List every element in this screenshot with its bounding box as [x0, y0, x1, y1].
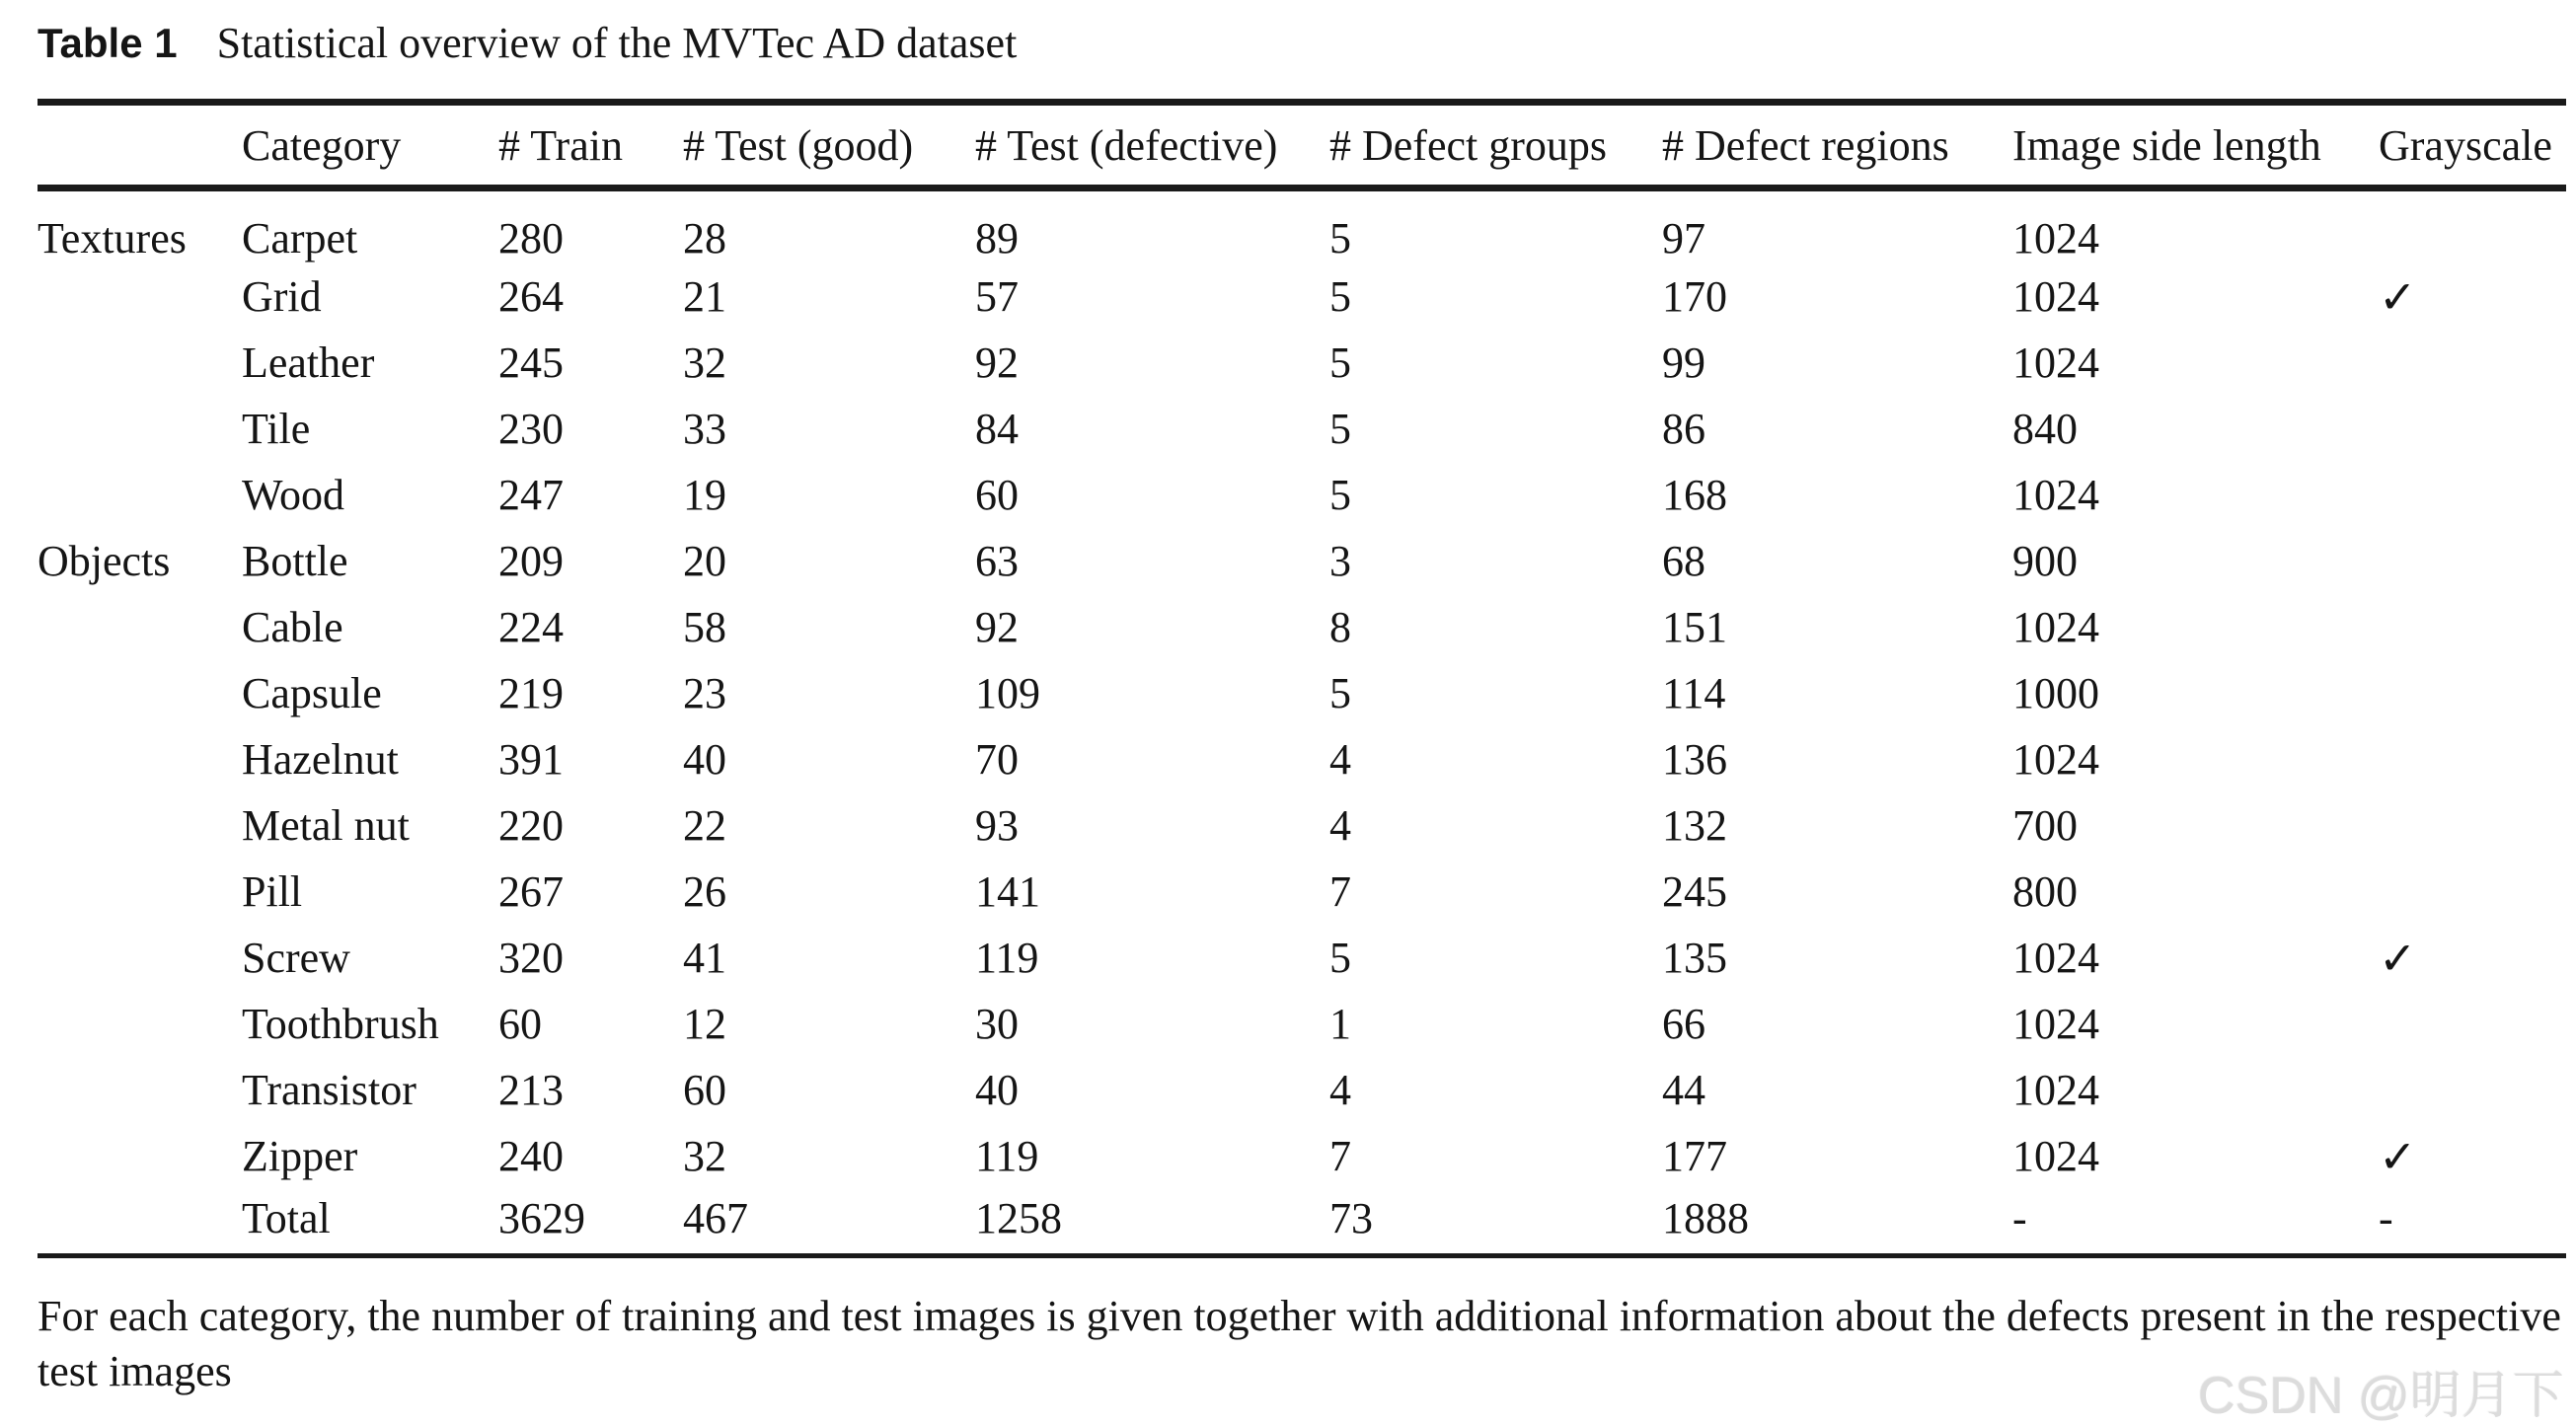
- test-good-cell: 58: [683, 603, 726, 651]
- side-length-cell: 1024: [2012, 735, 2099, 784]
- test-defective-cell: 93: [975, 801, 1019, 850]
- side-length-cell: 1024: [2012, 603, 2099, 651]
- test-defective-cell: 119: [975, 934, 1039, 982]
- grayscale-cell: [2379, 859, 2566, 925]
- column-header-group: [38, 103, 242, 188]
- defect-regions-cell: 86: [1662, 405, 1705, 453]
- test-good-cell: 26: [683, 867, 726, 916]
- train-cell: 60: [498, 1000, 542, 1048]
- defect-regions-cell: 245: [1662, 867, 1727, 916]
- column-header-side-length: Image side length: [2012, 103, 2379, 188]
- test-defective-cell: 92: [975, 338, 1019, 387]
- train-cell: 280: [498, 214, 564, 263]
- test-good-cell: 23: [683, 669, 726, 717]
- train-cell: 247: [498, 471, 564, 519]
- category-cell: Total: [242, 1193, 331, 1242]
- defect-groups-cell: 5: [1329, 471, 1351, 519]
- test-defective-cell: 84: [975, 405, 1019, 453]
- table-row-zipper: [38, 1123, 2566, 1189]
- table-row-tile: [38, 396, 2566, 462]
- group-label: [38, 859, 242, 925]
- column-header-category: Category: [242, 103, 498, 188]
- grayscale-cell: [2379, 594, 2566, 660]
- csdn-watermark: CSDN @明月下: [2198, 1368, 2564, 1425]
- defect-regions-cell: 136: [1662, 735, 1727, 784]
- defect-groups-cell: 4: [1329, 1066, 1351, 1114]
- category-cell: Grid: [242, 272, 322, 321]
- side-length-cell: 1024: [2012, 934, 2099, 982]
- table-row-pill: [38, 859, 2566, 925]
- test-defective-cell: 30: [975, 1000, 1019, 1048]
- grayscale-cell: -: [2379, 1193, 2393, 1242]
- side-length-cell: 1024: [2012, 1000, 2099, 1048]
- defect-regions-cell: 177: [1662, 1132, 1727, 1180]
- train-cell: 267: [498, 867, 564, 916]
- test-good-cell: 33: [683, 405, 726, 453]
- group-label: [38, 263, 242, 330]
- side-length-cell: 800: [2012, 867, 2078, 916]
- test-good-cell: 12: [683, 1000, 726, 1048]
- defect-groups-cell: 5: [1329, 405, 1351, 453]
- defect-groups-cell: 5: [1329, 338, 1351, 387]
- train-cell: 391: [498, 735, 564, 784]
- table-row-bottle: [38, 528, 2566, 594]
- group-label: [38, 792, 242, 859]
- train-cell: 264: [498, 272, 564, 321]
- train-cell: 219: [498, 669, 564, 717]
- group-label: [38, 991, 242, 1057]
- mvtec-statistics-table: [38, 99, 2566, 1258]
- grayscale-cell: [2379, 991, 2566, 1057]
- test-good-cell: 40: [683, 735, 726, 784]
- category-cell: Pill: [242, 867, 303, 916]
- defect-groups-cell: 5: [1329, 214, 1351, 263]
- table-row-carpet: [38, 188, 2566, 264]
- side-length-cell: 1024: [2012, 1066, 2099, 1114]
- category-cell: Capsule: [242, 669, 382, 717]
- side-length-cell: 1000: [2012, 669, 2099, 717]
- train-cell: 213: [498, 1066, 564, 1114]
- defect-regions-cell: 151: [1662, 603, 1727, 651]
- column-header-train: # Train: [498, 103, 683, 188]
- group-label: [38, 594, 242, 660]
- group-label: [38, 1123, 242, 1189]
- table-row-cable: [38, 594, 2566, 660]
- table-footnote: For each category, the number of training and test images is given together with additional information about the defects present in the respective test images: [38, 1292, 2561, 1395]
- side-length-cell: 1024: [2012, 272, 2099, 321]
- defect-groups-cell: 4: [1329, 735, 1351, 784]
- category-cell: Cable: [242, 603, 343, 651]
- column-header-test-defective: # Test (defective): [975, 103, 1329, 188]
- train-cell: 224: [498, 603, 564, 651]
- table-row-hazelnut: [38, 726, 2566, 792]
- defect-regions-cell: 44: [1662, 1066, 1705, 1114]
- group-label: [38, 925, 242, 991]
- test-good-cell: 19: [683, 471, 726, 519]
- side-length-cell: 840: [2012, 405, 2078, 453]
- defect-regions-cell: 132: [1662, 801, 1727, 850]
- category-cell: Leather: [242, 338, 375, 387]
- table-row-screw: [38, 925, 2566, 991]
- grayscale-cell: [2379, 1057, 2566, 1123]
- train-cell: 209: [498, 537, 564, 585]
- table-row-capsule: [38, 660, 2566, 726]
- test-defective-cell: 57: [975, 272, 1019, 321]
- test-good-cell: 467: [683, 1193, 748, 1242]
- side-length-cell: 1024: [2012, 471, 2099, 519]
- defect-regions-cell: 97: [1662, 214, 1705, 263]
- side-length-cell: 900: [2012, 537, 2078, 585]
- table-row-grid: [38, 263, 2566, 330]
- grayscale-checkmark: ✓: [2379, 1131, 2417, 1182]
- category-cell: Screw: [242, 934, 350, 982]
- side-length-cell: 700: [2012, 801, 2078, 850]
- defect-groups-cell: 7: [1329, 867, 1351, 916]
- table-title: [38, 18, 1017, 68]
- test-defective-cell: 40: [975, 1066, 1019, 1114]
- test-defective-cell: 141: [975, 867, 1040, 916]
- test-good-cell: 21: [683, 272, 726, 321]
- category-cell: Tile: [242, 405, 311, 453]
- train-cell: 3629: [498, 1193, 585, 1242]
- test-defective-cell: 63: [975, 537, 1019, 585]
- category-cell: Carpet: [242, 214, 358, 263]
- train-cell: 245: [498, 338, 564, 387]
- test-defective-cell: 70: [975, 735, 1019, 784]
- table-row-total: [38, 1189, 2566, 1255]
- grayscale-cell: [2379, 528, 2566, 594]
- table-caption: Statistical overview of the MVTec AD dataset: [216, 19, 1018, 67]
- test-good-cell: 20: [683, 537, 726, 585]
- group-label: [38, 1057, 242, 1123]
- group-label: [38, 396, 242, 462]
- grayscale-cell: [2379, 792, 2566, 859]
- defect-regions-cell: 66: [1662, 1000, 1705, 1048]
- defect-regions-cell: 135: [1662, 934, 1727, 982]
- test-defective-cell: 119: [975, 1132, 1039, 1180]
- defect-groups-cell: 73: [1329, 1193, 1373, 1242]
- test-good-cell: 60: [683, 1066, 726, 1114]
- side-length-cell: -: [2012, 1193, 2027, 1242]
- grayscale-cell: [2379, 462, 2566, 528]
- side-length-cell: 1024: [2012, 214, 2099, 263]
- test-good-cell: 41: [683, 934, 726, 982]
- group-label: [38, 330, 242, 396]
- train-cell: 240: [498, 1132, 564, 1180]
- table-row-leather: [38, 330, 2566, 396]
- category-cell: Toothbrush: [242, 1000, 439, 1048]
- group-label: [38, 1189, 242, 1255]
- category-cell: Bottle: [242, 537, 348, 585]
- defect-groups-cell: 5: [1329, 669, 1351, 717]
- defect-regions-cell: 168: [1662, 471, 1727, 519]
- test-defective-cell: 60: [975, 471, 1019, 519]
- side-length-cell: 1024: [2012, 338, 2099, 387]
- grayscale-cell: [2379, 330, 2566, 396]
- defect-groups-cell: 7: [1329, 1132, 1351, 1180]
- category-cell: Transistor: [242, 1066, 417, 1114]
- defect-regions-cell: 114: [1662, 669, 1726, 717]
- grayscale-cell: [2379, 396, 2566, 462]
- category-cell: Metal nut: [242, 801, 410, 850]
- test-good-cell: 28: [683, 214, 726, 263]
- defect-regions-cell: 99: [1662, 338, 1705, 387]
- train-cell: 320: [498, 934, 564, 982]
- test-good-cell: 32: [683, 338, 726, 387]
- group-label: Objects: [38, 537, 171, 585]
- defect-regions-cell: 170: [1662, 272, 1727, 321]
- table-row-transistor: [38, 1057, 2566, 1123]
- category-cell: Wood: [242, 471, 345, 519]
- test-defective-cell: 92: [975, 603, 1019, 651]
- header-row: [38, 103, 2566, 188]
- column-header-test-good: # Test (good): [683, 103, 975, 188]
- test-good-cell: 22: [683, 801, 726, 850]
- grayscale-cell: [2379, 188, 2566, 264]
- group-label: [38, 462, 242, 528]
- defect-regions-cell: 68: [1662, 537, 1705, 585]
- grayscale-checkmark: ✓: [2379, 271, 2417, 323]
- group-label: [38, 660, 242, 726]
- side-length-cell: 1024: [2012, 1132, 2099, 1180]
- column-header-defect-groups: # Defect groups: [1329, 103, 1662, 188]
- test-defective-cell: 89: [975, 214, 1019, 263]
- grayscale-cell: [2379, 660, 2566, 726]
- category-cell: Hazelnut: [242, 735, 399, 784]
- defect-groups-cell: 1: [1329, 1000, 1351, 1048]
- defect-regions-cell: 1888: [1662, 1193, 1749, 1242]
- column-header-grayscale: Grayscale: [2379, 103, 2566, 188]
- category-cell: Zipper: [242, 1132, 358, 1180]
- test-good-cell: 32: [683, 1132, 726, 1180]
- test-defective-cell: 109: [975, 669, 1040, 717]
- group-label: Textures: [38, 214, 187, 263]
- grayscale-cell: [2379, 726, 2566, 792]
- table-number-label: Table 1: [38, 20, 178, 66]
- table-row-metal-nut: [38, 792, 2566, 859]
- group-label: [38, 726, 242, 792]
- defect-groups-cell: 5: [1329, 934, 1351, 982]
- defect-groups-cell: 5: [1329, 272, 1351, 321]
- test-defective-cell: 1258: [975, 1193, 1062, 1242]
- defect-groups-cell: 3: [1329, 537, 1351, 585]
- table-row-toothbrush: [38, 991, 2566, 1057]
- defect-groups-cell: 8: [1329, 603, 1351, 651]
- defect-groups-cell: 4: [1329, 801, 1351, 850]
- table-row-wood: [38, 462, 2566, 528]
- column-header-defect-regions: # Defect regions: [1662, 103, 2012, 188]
- train-cell: 230: [498, 405, 564, 453]
- grayscale-checkmark: ✓: [2379, 933, 2417, 984]
- train-cell: 220: [498, 801, 564, 850]
